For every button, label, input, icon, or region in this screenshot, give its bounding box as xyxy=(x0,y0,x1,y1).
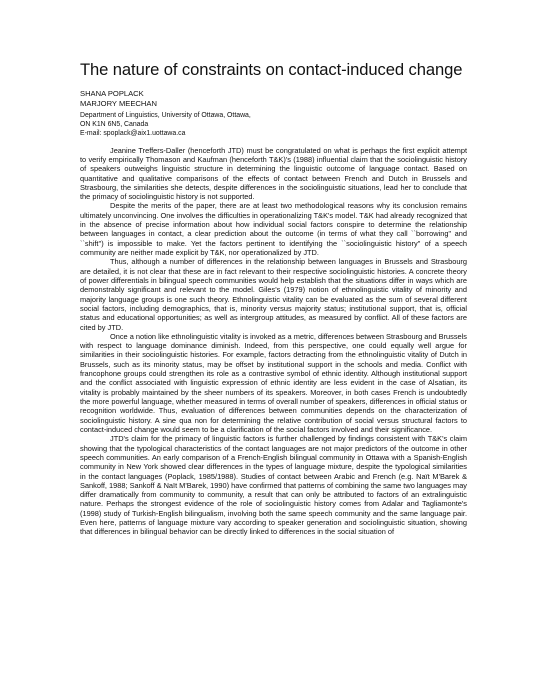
paper-page xyxy=(80,60,467,537)
author-name: MARJORY MEECHAN xyxy=(80,98,157,108)
body-paragraph: JTD's claim for the primacy of linguistic factors is further challenged by findings consistent with T&K's claim showing that the typological characteristics of the contact languages are not major predictors of the outcome in other speech communities. An early comparison of a French-English bilingual community in Ottawa with a Spanish-English community in New York showed clear differences in the types of language mixture, despite the typological similarities in the contact languages (Poplack, 1985/1988). Studies of contact between Arabic and French (e.g. Naït M'Barek & Sankoff, 1988; Sankoff & Naït M'Barek, 1990) have confirmed that patterns of combining the same two languages may differ dramatically from community to community, a result that can only be attributed to factors of an extralinguistic nature. Perhaps the strongest evidence of the role of sociolinguistic history comes from Adalar and Tagliamonte's (1998) study of Turkish-English bilingualism, involving both the same speech community and the same language pair. Even here, patterns of language mixture vary according to speaker generation and sociolinguistic situation, showing that differences in bilingual behavior can be directly linked to differences in the social situation of xyxy=(80,434,467,537)
body-paragraph: Despite the merits of the paper, there are at least two methodological reasons why its conclusion remains ultimately unconvincing. One involves the difficulties in operationalizing T&K's model. T&K had already recognized that in the absence of precise information about how individual social factors conspire to determine the relationship between languages in contact, a clear prediction about the outcome (in terms of what they call ``borrowing'' and ``shift'') is impossible to make. Yet the factors pertinent to identifying the ``sociolinguistic history'' of a speech community are neither made explicit by T&K, nor operationalized by JTD. xyxy=(80,201,467,258)
affiliation-email: E-mail: spoplack@aix1.uottawa.ca xyxy=(80,129,186,137)
body-paragraph: Thus, although a number of differences in the relationship between languages in Brussels and Strasbourg are detailed, it is not clear that these are in fact relevant to their respective sociolinguistic histories. A concrete theory of power differentials in bilingual speech communities would help establish that the situations differ in ways which are demonstrably significant and relevant to the model. Giles's (1979) notion of ethnolinguistic vitality of minority and majority language groups is one such theory. Ethnolinguistic vitality can be evaluated as the sum of several different social factors, including demographics, that is, minority versus majority status; institutional support, that is, official status and educational opportunities; as well as intergroup attitudes, as measured by conflict. All of these factors are cited by JTD. xyxy=(80,257,467,332)
paper-body xyxy=(80,146,467,537)
author-name: SHANA POPLACK xyxy=(80,89,144,98)
affiliation-block xyxy=(80,112,467,138)
author-list xyxy=(80,89,467,108)
body-paragraph: Once a notion like ethnolinguistic vitality is invoked as a metric, differences between Strasbourg and Brussels with respect to language dominance diminish. Indeed, from this perspective, one could equally well argue for similarities in their sociolinguistic histories. For example, factors detracting from the ethnolinguistic vitality of Dutch in Brussels, such as its minority status, may be offset by institutional support in the schools and media. Conflict with francophone groups could strengthen its role as a contrastive symbol of ethnic identity. Although institutional support and the conflict associated with linguistic expression of ethnic identity are less evident in the case of Alsatian, its vitality is probably maintained by the sheer numbers of its speakers. Moreover, in both cases French is undoubtedly the more powerful language, whether measured in terms of overall number of speakers, differences in official status or recognition worldwide. Thus, evaluation of differences between communities depends on the characterization of sociolinguistic history. A sine qua non for determining the relative contribution of social versus structural factors to contact-induced change would seem to be a clarification of the social factors involved and their significance. xyxy=(80,331,467,434)
body-paragraph: Jeanine Treffers-Daller (henceforth JTD) must be congratulated on what is perhaps the first explicit attempt to verify empirically Thomason and Kaufman (henceforth T&K)'s (1988) influential claim that the sociolinguistic history of speakers outweighs linguistic structure in determining the linguistic outcome of language contact. Based on quantitative and qualitative comparisons of the effects of contact between French and Dutch in Brussels and Strasbourg, the similarities she detects, despite differences in the sociolinguistic situations, lead her to conclude that the primacy of sociolinguistic history is not supported. xyxy=(80,145,467,202)
affiliation-department: Department of Linguistics, University of Ottawa, Ottawa, xyxy=(80,112,251,120)
affiliation-postal: ON K1N 6N5, Canada xyxy=(80,120,149,128)
paper-title: The nature of constraints on contact-induced change xyxy=(80,60,463,79)
